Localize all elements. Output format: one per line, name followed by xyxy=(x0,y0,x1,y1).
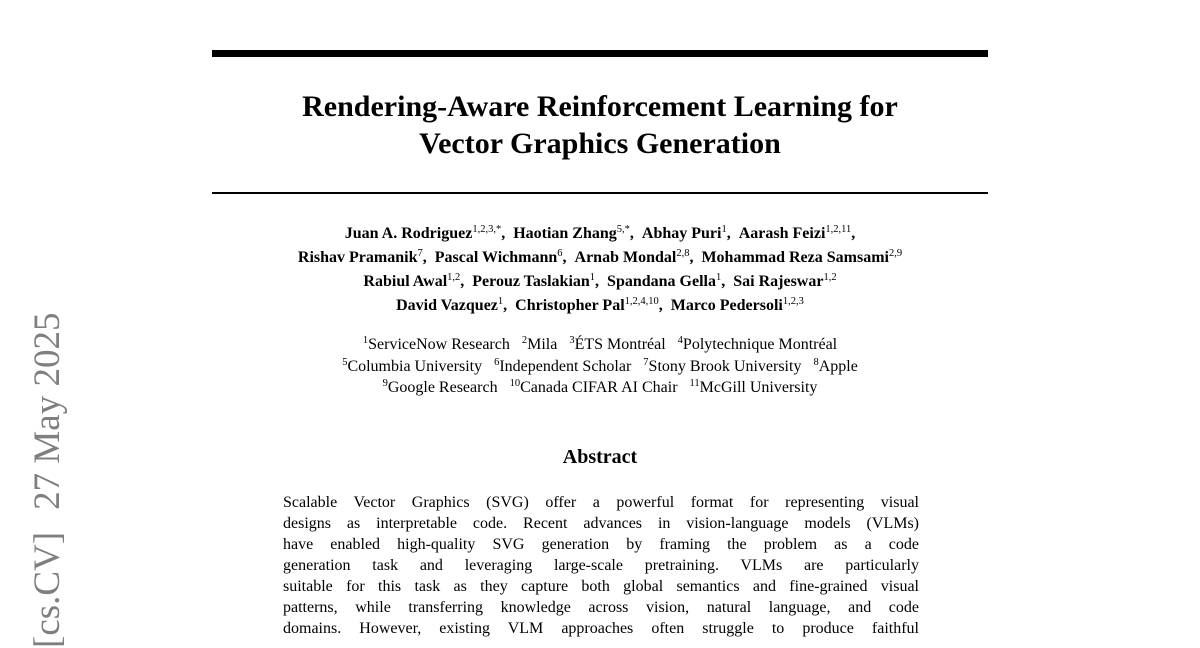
affiliation xyxy=(813,356,857,378)
affiliation-line xyxy=(212,334,988,356)
affiliation-name: Stony Brook University xyxy=(648,357,802,375)
author: Rabiul Awal$^{1,2}$, xyxy=(363,272,465,290)
affiliation xyxy=(510,377,678,399)
arxiv-category: [cs.CV] xyxy=(27,531,68,648)
affiliation xyxy=(678,334,837,356)
author-affiliation-mark: 5,* xyxy=(616,224,630,235)
affiliation-index: 7 xyxy=(643,356,649,368)
author-name: Spandana Gella xyxy=(607,273,716,290)
affiliation xyxy=(569,334,665,356)
author xyxy=(733,273,836,290)
author-affiliation-mark: 1,2 xyxy=(823,272,837,283)
arxiv-sidebar-stamp xyxy=(26,288,70,648)
author-affiliation-mark: 1,2,4,10 xyxy=(624,296,659,307)
arxiv-date: 27 May 2025 xyxy=(27,312,68,510)
paper-title xyxy=(212,88,988,162)
author-trailing-comma: , xyxy=(851,225,856,242)
author: David Vazquez$^1$, xyxy=(396,296,508,314)
affiliation-list xyxy=(212,334,988,399)
affiliation-line xyxy=(212,356,988,378)
affiliation xyxy=(690,377,818,399)
author-name: David Vazquez xyxy=(396,297,498,314)
affiliation-name: Independent Scholar xyxy=(499,357,632,375)
author-affiliation-mark: 1,2,3,* xyxy=(472,224,502,235)
author xyxy=(671,297,804,314)
abstract-line: patterns, while transferring knowledge across vision, natural language, and code xyxy=(283,599,919,616)
affiliation xyxy=(494,356,631,378)
author: Abhay Puri$^1$, xyxy=(641,224,731,242)
affiliation-index: 6 xyxy=(494,356,500,368)
affiliation-index: 11 xyxy=(689,378,700,389)
title-line-2: Vector Graphics Generation xyxy=(419,127,781,160)
author-name: Marco Pedersoli xyxy=(670,297,783,314)
abstract-line: suitable for this task as they capture both global semantics and fine-grained visual xyxy=(283,578,919,595)
author-affiliation-mark: 1 xyxy=(715,272,722,283)
affiliation xyxy=(342,356,482,378)
author-affiliation-mark: 1 xyxy=(497,296,504,307)
author-affiliation-mark: 2,9 xyxy=(888,248,903,259)
author: Perouz Taslakian$^1$, xyxy=(472,272,600,290)
affiliation-name: Canada CIFAR AI Chair xyxy=(520,379,678,396)
author-list xyxy=(212,222,988,318)
abstract-line: domains. However, existing VLM approaches often struggle to produce faithful xyxy=(283,620,919,637)
author-affiliation-mark: 2,8 xyxy=(676,248,690,259)
affiliation-index: 2 xyxy=(521,335,528,346)
affiliation-name: Mila xyxy=(527,336,558,353)
affiliation-name: Polytechnique Montréal xyxy=(682,336,838,353)
author: Christopher Pal$^{1,2,4,10}$, xyxy=(515,296,663,314)
affiliation-index: 4 xyxy=(677,335,683,346)
author-name: Pascal Wichmann xyxy=(434,249,558,266)
affiliation-index: 8 xyxy=(813,356,819,368)
affiliation-name: McGill University xyxy=(699,379,818,396)
affiliation-index: 3 xyxy=(569,335,575,346)
affiliation xyxy=(643,356,801,378)
affiliation xyxy=(383,377,498,399)
author-name: Christopher Pal xyxy=(515,297,625,314)
author-affiliation-mark: 7 xyxy=(417,248,423,259)
abstract-heading: Abstract xyxy=(562,446,638,468)
affiliation-name: ÉTS Montréal xyxy=(574,336,666,353)
author: Spandana Gella$^1$, xyxy=(607,272,726,290)
title-line-1: Rendering-Aware Reinforcement Learning for xyxy=(302,90,898,123)
author xyxy=(739,225,856,242)
author-name: Sai Rajeswar xyxy=(733,273,824,290)
author-name: Rabiul Awal xyxy=(363,273,448,290)
affiliation-name: Google Research xyxy=(387,379,498,396)
affiliation xyxy=(522,334,557,356)
author-affiliation-mark: 1,2 xyxy=(447,272,461,283)
author-line xyxy=(212,222,988,246)
author-affiliation-mark: 1 xyxy=(721,224,727,235)
author-name: Mohammad Reza Samsami xyxy=(701,249,889,266)
author-affiliation-mark: 1 xyxy=(589,272,596,283)
abstract-line: Scalable Vector Graphics (SVG) offer a powerful format for representing visual xyxy=(283,494,919,511)
author-name: Perouz Taslakian xyxy=(472,273,590,290)
abstract-line: have enabled high-quality SVG generation by framing the problem as a code xyxy=(283,536,919,553)
author-name: Rishav Pramanik xyxy=(297,249,418,266)
author-name: Juan A. Rodriguez xyxy=(344,225,473,242)
affiliation-index: 1 xyxy=(362,335,369,346)
author xyxy=(701,249,902,266)
author-name: Haotian Zhang xyxy=(513,225,617,242)
affiliation-name: Apple xyxy=(818,357,858,375)
author-affiliation-mark: 1,2,11 xyxy=(825,224,852,235)
title-top-rule xyxy=(212,50,988,57)
abstract-body xyxy=(283,492,919,639)
affiliation xyxy=(363,334,510,356)
abstract-line: designs as interpretable code. Recent advances in vision-language models (VLMs) xyxy=(283,515,919,532)
author: Arnab Mondal$^{2,8}$, xyxy=(574,248,694,266)
author-name: Aarash Feizi xyxy=(738,225,826,242)
author: Haotian Zhang$^{5,*}$, xyxy=(513,224,634,242)
affiliation-index: 10 xyxy=(509,378,521,389)
author: Juan A. Rodriguez$^{1,2,3,*}$, xyxy=(344,224,506,242)
author-affiliation-mark: 6 xyxy=(557,248,563,259)
author-line xyxy=(212,294,988,318)
author-affiliation-mark: 1,2,3 xyxy=(782,296,804,307)
author-name: Abhay Puri xyxy=(641,225,722,242)
author-line xyxy=(212,246,988,270)
affiliation-index: 5 xyxy=(342,356,348,368)
affiliation-name: ServiceNow Research xyxy=(368,336,510,353)
affiliation-name: Columbia University xyxy=(347,357,483,375)
author-line xyxy=(212,270,988,294)
abstract-line: generation task and leveraging large-scale pretraining. VLMs are particularly xyxy=(283,557,919,574)
author-name: Arnab Mondal xyxy=(574,249,677,266)
affiliation-line xyxy=(212,377,988,399)
affiliation-index: 9 xyxy=(382,378,388,389)
author: Pascal Wichmann$^6$, xyxy=(434,248,567,266)
title-bottom-rule xyxy=(212,192,988,194)
author: Rishav Pramanik$^7$, xyxy=(297,248,427,266)
